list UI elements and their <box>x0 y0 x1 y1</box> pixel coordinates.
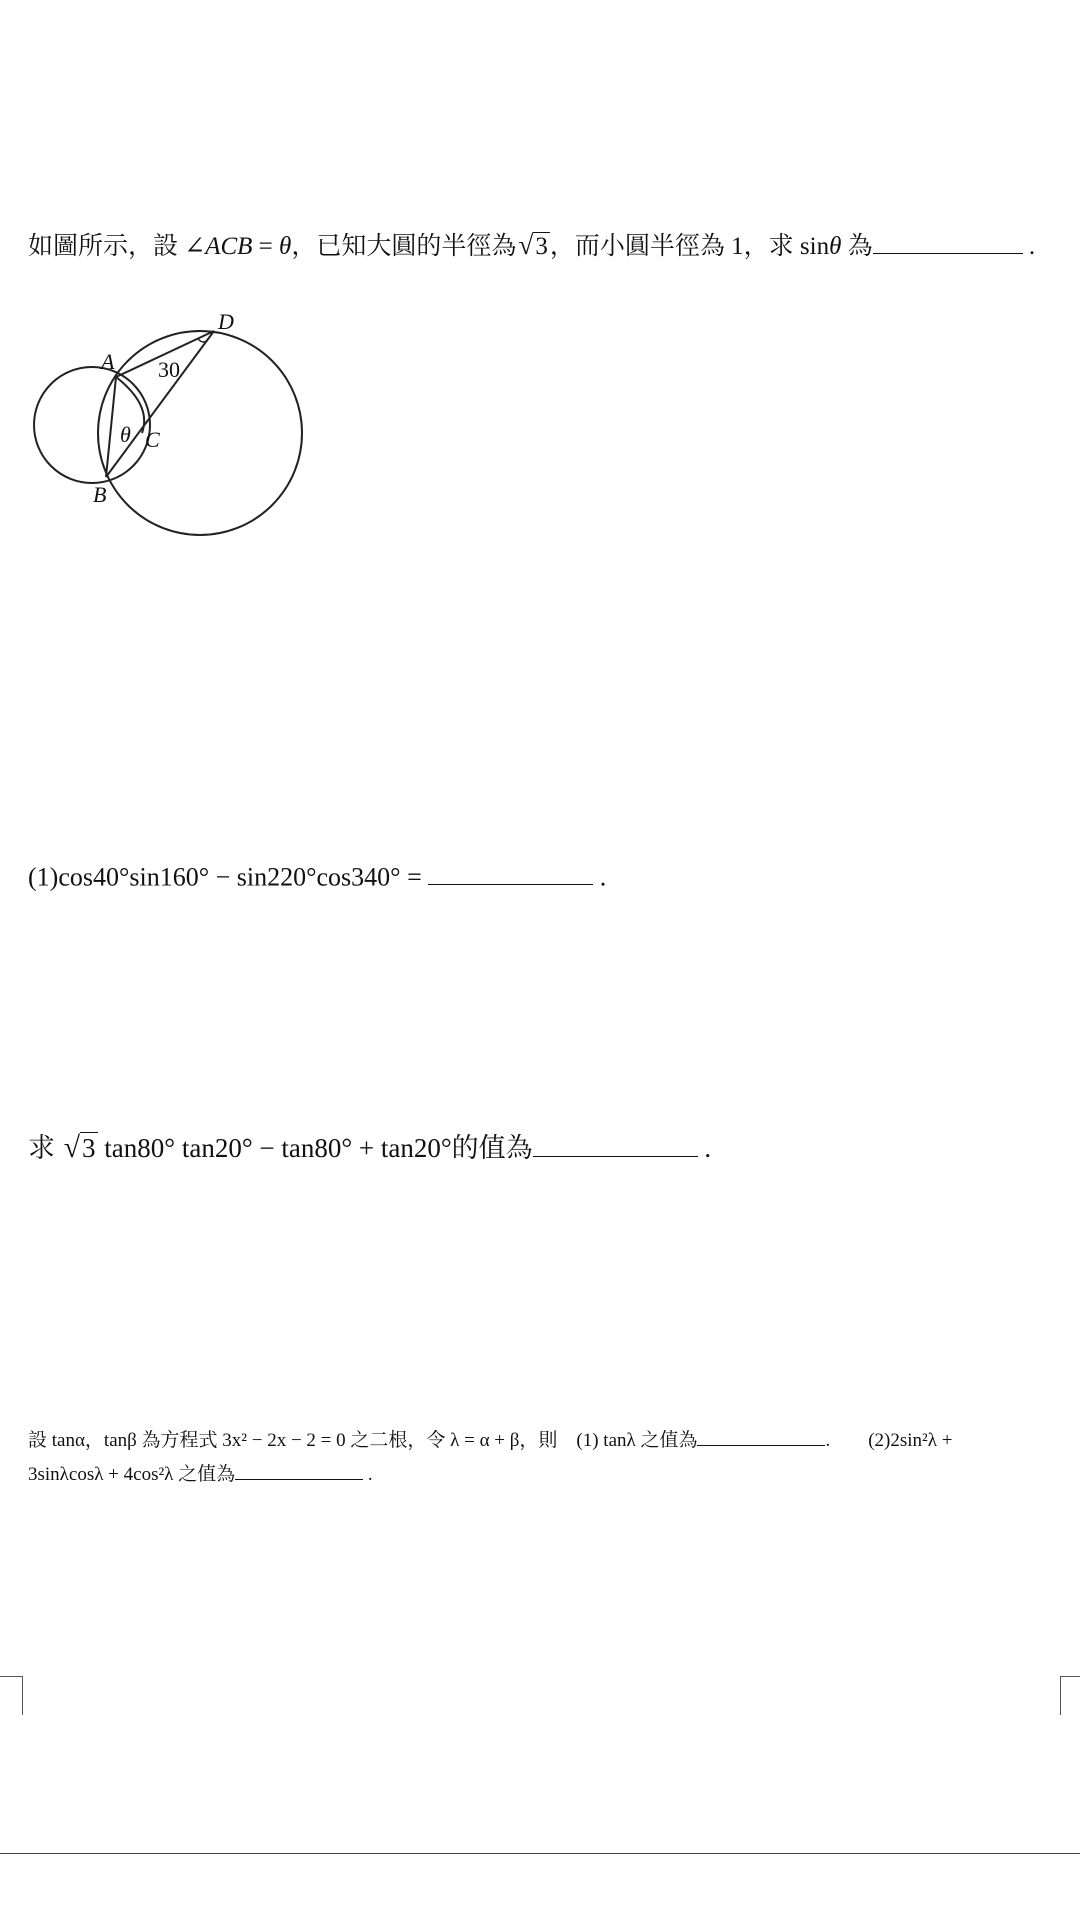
q1-text-part4: 為 <box>841 233 873 260</box>
q2-text: (1)cos40°sin160° − sin220°cos340° = <box>28 862 429 892</box>
q3-prefix: 求 <box>28 1133 62 1163</box>
label-d: D <box>218 309 234 334</box>
q3-text: tan80° tan20° − tan80° + tan20°的值為 <box>97 1133 533 1163</box>
label-a: A <box>101 349 115 374</box>
q4-line2-text: 3sinλcosλ + 4cos²λ 之值為 <box>28 1464 236 1485</box>
sqrt-value: 3 <box>535 233 548 260</box>
crop-mark-right <box>1060 1676 1080 1715</box>
question-4-line-2 <box>28 1459 373 1486</box>
q1-answer-blank <box>873 227 1023 254</box>
circles-figure <box>18 305 308 540</box>
question-1 <box>28 226 1035 262</box>
label-b: B <box>93 482 107 507</box>
q3-answer-blank <box>533 1128 698 1157</box>
angle-arc-d <box>198 339 208 342</box>
question-2 <box>28 857 606 892</box>
q1-theta-2: θ <box>829 233 842 260</box>
label-c: C <box>145 427 160 452</box>
segment-db <box>106 331 214 477</box>
q3-sqrt3 <box>62 1132 98 1165</box>
crop-mark-left <box>0 1676 23 1715</box>
q4-answer-blank-2 <box>235 1459 363 1480</box>
q1-end: . <box>1022 233 1036 260</box>
q1-eq: = <box>252 233 280 260</box>
q1-theta: θ <box>279 233 292 260</box>
sqrt-value: 3 <box>82 1133 96 1163</box>
angle-theta-label: θ <box>120 422 131 447</box>
q1-sqrt3 <box>516 229 550 261</box>
sqrt-symbol: √ <box>518 229 534 260</box>
angle-30-label: 30 <box>158 357 180 382</box>
q2-answer-blank <box>428 857 593 885</box>
q1-acb: ACB <box>205 233 253 260</box>
question-4-line-1 <box>28 1425 1058 1452</box>
q4-line2-end: . <box>363 1464 373 1485</box>
q4-line1-end: . (2)2sin²λ + <box>825 1430 953 1451</box>
q2-end: . <box>593 862 607 892</box>
q4-answer-blank-1 <box>697 1425 825 1446</box>
q3-end: . <box>697 1133 712 1163</box>
q1-text-part3: ，而小圓半徑為 1，求 sin <box>549 233 830 260</box>
question-3 <box>28 1126 711 1165</box>
page-bottom-rule <box>0 1853 1080 1854</box>
q1-text-part1: 如圖所示，設 ∠ <box>28 233 206 260</box>
q4-line1-text: 設 tanα，tanβ 為方程式 3x² − 2x − 2 = 0 之二根，令 λ = α + β，則 (1) tanλ 之值為 <box>28 1430 698 1451</box>
small-circle <box>34 367 150 483</box>
q1-text-part2: ，已知大圓的半徑為 <box>291 233 517 260</box>
sqrt-symbol: √ <box>63 1132 81 1164</box>
